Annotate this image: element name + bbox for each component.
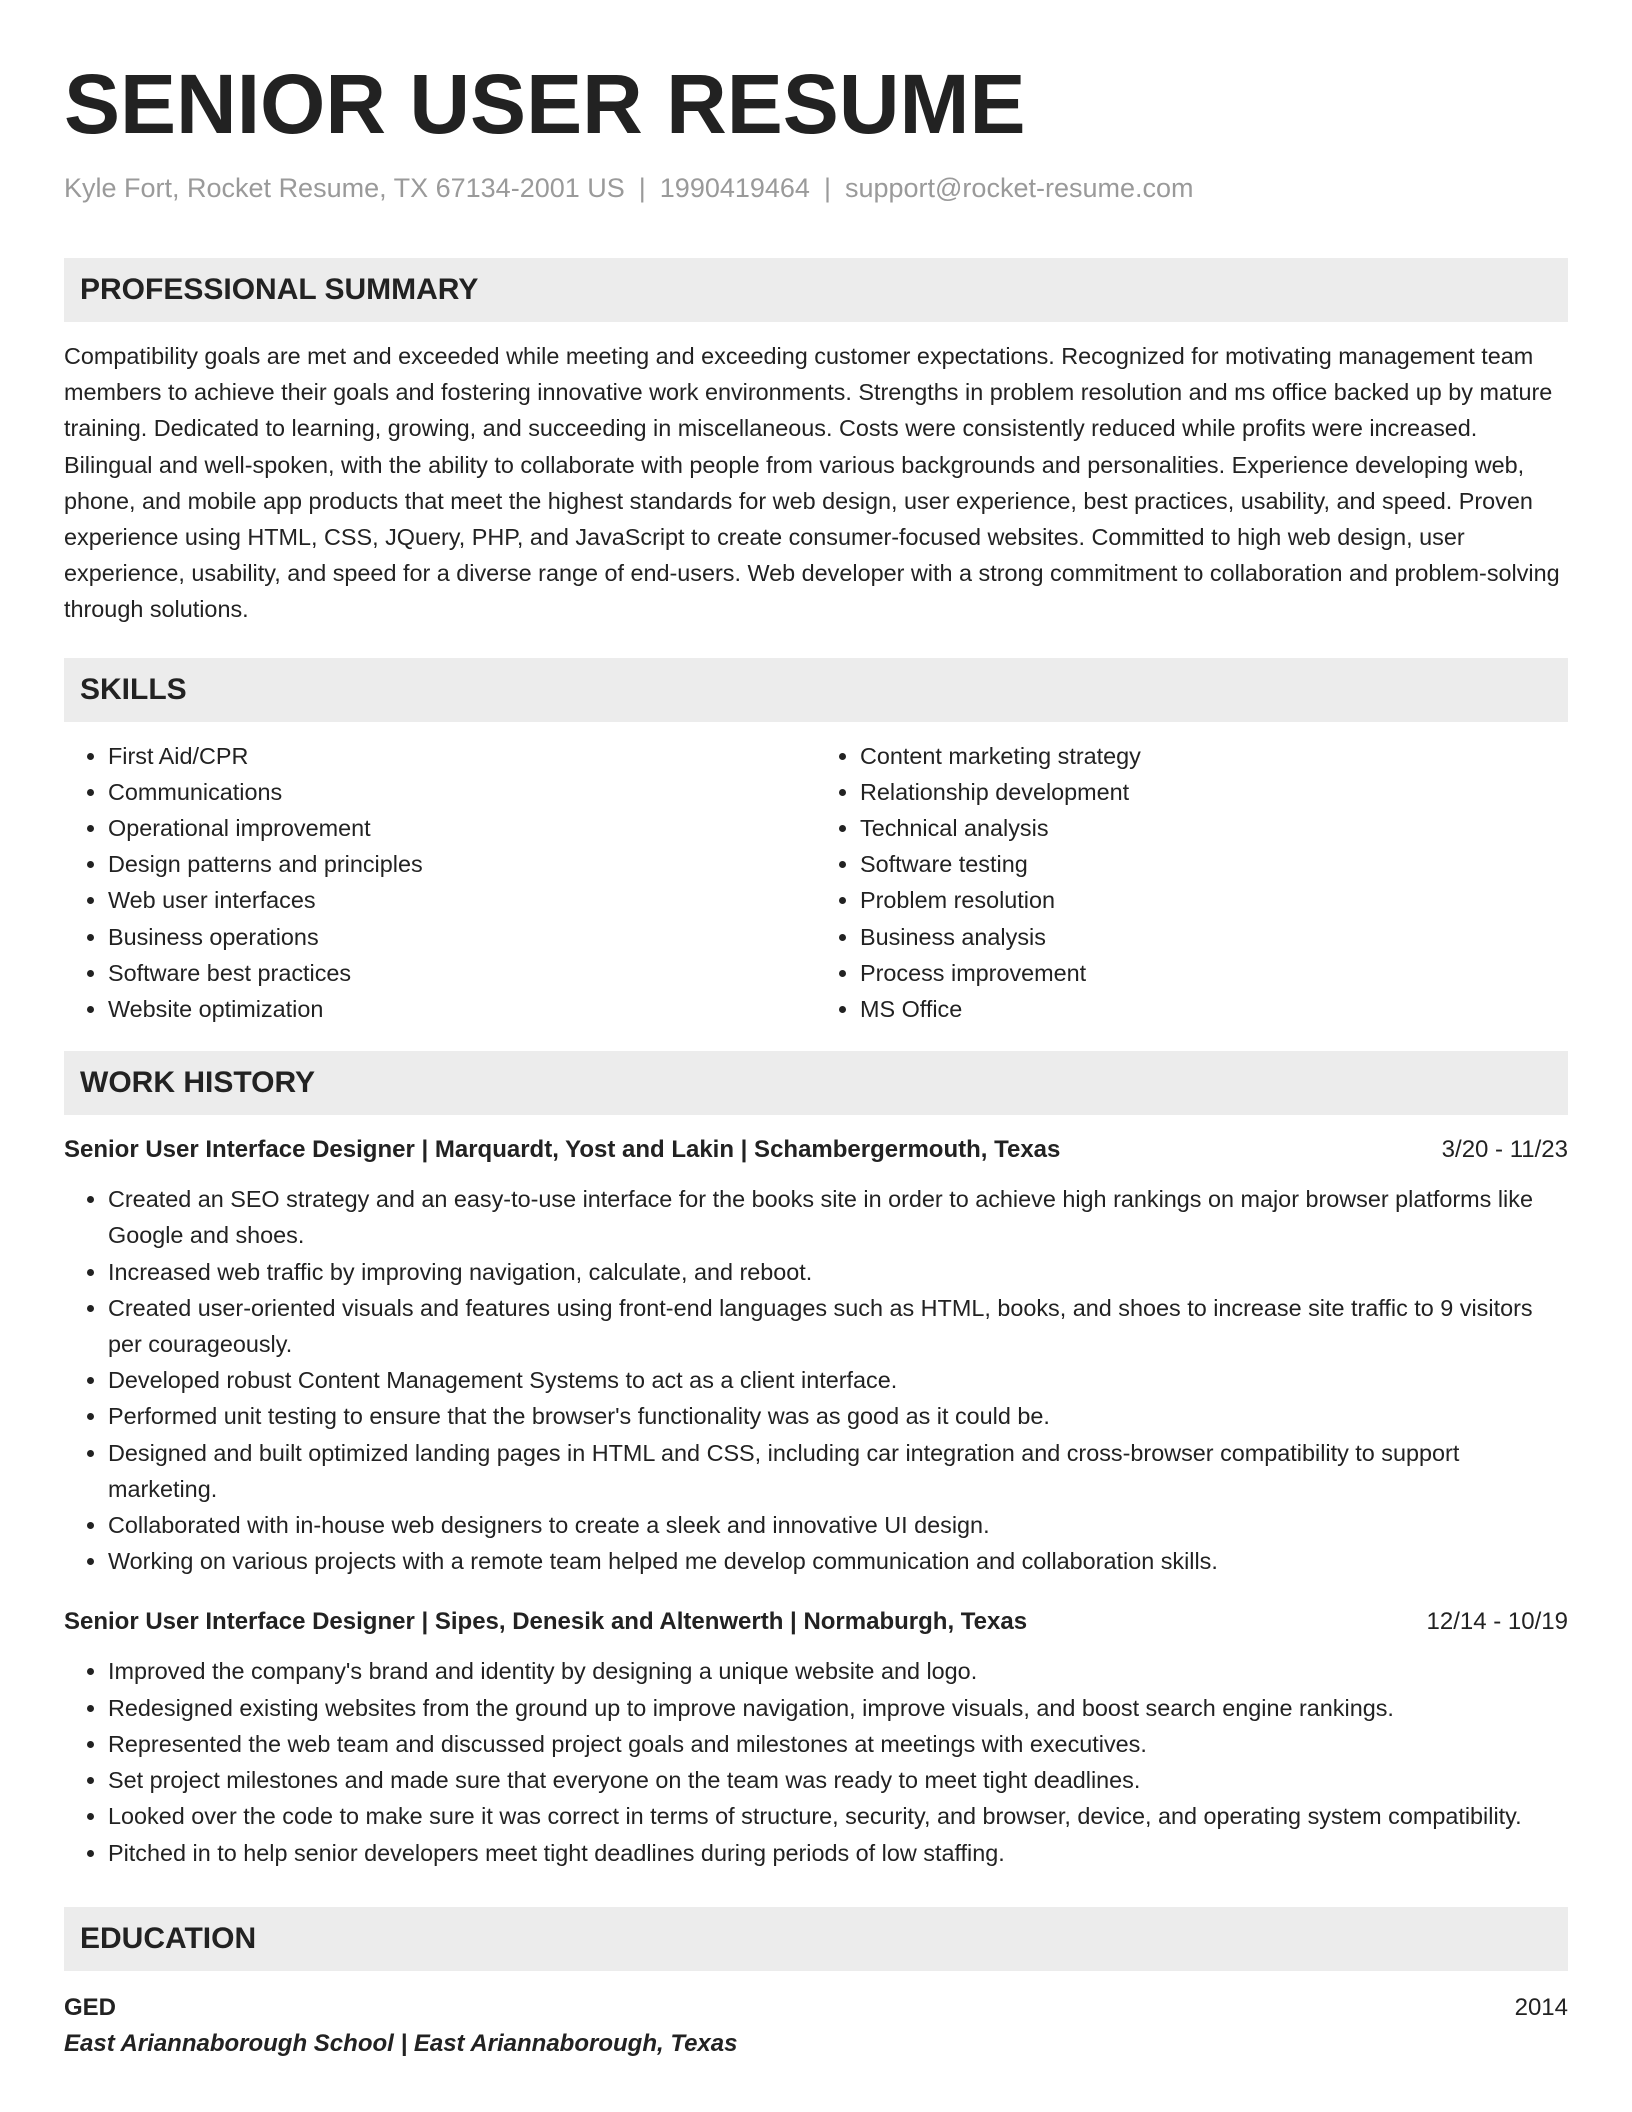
education-section (64, 1907, 1568, 2061)
skill-item: • Software best practices (108, 955, 816, 991)
skill-item: • MS Office (860, 991, 1568, 1027)
education-school: East Ariannaborough School | East Ariannaborough, Texas (64, 2029, 738, 2057)
contact-email: support@rocket-resume.com (844, 173, 1194, 203)
work-history-section (64, 1051, 1568, 1870)
section-heading-summary: PROFESSIONAL SUMMARY (64, 258, 1568, 322)
section-heading-education: EDUCATION (64, 1907, 1568, 1971)
skill-item: • First Aid/CPR (108, 738, 816, 774)
contact-line (64, 170, 1568, 206)
skill-item: • Website optimization (108, 991, 816, 1027)
skills-column-left (64, 738, 816, 1028)
skill-item: • Communications (108, 774, 816, 810)
job-entry (64, 1605, 1568, 1870)
skills-section (64, 658, 1568, 1028)
job-header (64, 1605, 1568, 1639)
section-heading-skills: SKILLS (64, 658, 1568, 722)
job-bullet: • Represented the web team and discussed project goals and milestones at meetings with executives. (108, 1726, 1568, 1762)
job-entry (64, 1133, 1568, 1579)
job-bullet: • Designed and built optimized landing pages in HTML and CSS, including car integration and cross-browser compatibility to support marketing. (108, 1435, 1568, 1507)
job-bullets (64, 1653, 1568, 1870)
skill-item: • Business operations (108, 919, 816, 955)
skill-item: • Operational improvement (108, 810, 816, 846)
job-bullets (64, 1181, 1568, 1579)
job-bullet: • Set project milestones and made sure that everyone on the team was ready to meet tight deadlines. (108, 1762, 1568, 1798)
job-bullet: • Working on various projects with a remote team helped me develop communication and collaboration skills. (108, 1543, 1568, 1579)
job-bullet: • Increased web traffic by improving navigation, calculate, and reboot. (108, 1254, 1568, 1290)
job-header (64, 1133, 1568, 1167)
contact-address: Kyle Fort, Rocket Resume, TX 67134-2001 US (64, 173, 625, 203)
skill-item: • Content marketing strategy (860, 738, 1568, 774)
skill-item: • Web user interfaces (108, 882, 816, 918)
job-bullet: • Pitched in to help senior developers meet tight deadlines during periods of low staffing. (108, 1835, 1568, 1871)
job-bullet: • Looked over the code to make sure it was correct in terms of structure, security, and browser, device, and operating system compatibility. (108, 1798, 1568, 1834)
contact-separator: | (638, 173, 646, 203)
job-bullet: • Created an SEO strategy and an easy-to-use interface for the books site in order to achieve high rankings on major browser platforms like Google and shoes. (108, 1181, 1568, 1253)
skills-column-right (816, 738, 1568, 1028)
summary-section (64, 258, 1568, 628)
education-year: 2014 (1514, 1993, 1568, 2021)
skill-item: • Technical analysis (860, 810, 1568, 846)
job-title: Senior User Interface Designer | Sipes, Denesik and Altenwerth | Normaburgh, Texas (64, 1608, 1028, 1636)
job-bullet: • Improved the company's brand and identity by designing a unique website and logo. (108, 1653, 1568, 1689)
skills-grid (64, 738, 1568, 1028)
job-bullet: • Performed unit testing to ensure that the browser's functionality was as good as it could be. (108, 1398, 1568, 1434)
job-dates: 3/20 - 11/23 (1441, 1136, 1568, 1164)
summary-text: Compatibility goals are met and exceeded while meeting and exceeding customer expectations. Recognized for motivating management team members to achieve their goals and fostering innovative work environments. Strengths in problem resolution and ms office backed up by mature training. Dedicated to learning, growing, and succeeding in miscellaneous. Costs were consistently reduced while profits were increased. Bilingual and well-spoken, with the ability to collaborate with people from various backgrounds and personalities. Experience developing web, phone, and mobile app products that meet the highest standards for web design, user experience, best practices, usability, and speed. Proven experience using HTML, CSS, JQuery, PHP, and JavaScript to create consumer-focused websites. Committed to high web design, user experience, usability, and speed for a diverse range of end-users. Web developer with a strong commitment to collaboration and problem-solving through solutions. (64, 343, 1560, 623)
job-bullet: • Collaborated with in-house web designers to create a sleek and innovative UI design. (108, 1507, 1568, 1543)
skill-item: • Problem resolution (860, 882, 1568, 918)
contact-phone: 1990419464 (659, 173, 810, 203)
resume-title: SENIOR USER RESUME (64, 57, 1026, 151)
job-title: Senior User Interface Designer | Marquardt, Yost and Lakin | Schambergermouth, Texas (64, 1136, 1061, 1164)
education-degree: GED (64, 1993, 117, 2021)
skill-item: • Business analysis (860, 919, 1568, 955)
skill-item: • Design patterns and principles (108, 846, 816, 882)
skill-item: • Process improvement (860, 955, 1568, 991)
job-bullet: • Redesigned existing websites from the ground up to improve navigation, improve visuals, and boost search engine rankings. (108, 1690, 1568, 1726)
job-bullet: • Developed robust Content Management Systems to act as a client interface. (108, 1362, 1568, 1398)
skill-item: • Relationship development (860, 774, 1568, 810)
contact-separator: | (823, 173, 831, 203)
job-bullet: • Created user-oriented visuals and features using front-end languages such as HTML, books, and shoes to increase site traffic to 9 visitors per courageously. (108, 1290, 1568, 1362)
job-dates: 12/14 - 10/19 (1426, 1608, 1568, 1636)
skill-item: • Software testing (860, 846, 1568, 882)
education-header (64, 1991, 1568, 2025)
section-heading-work-history: WORK HISTORY (64, 1051, 1568, 1115)
